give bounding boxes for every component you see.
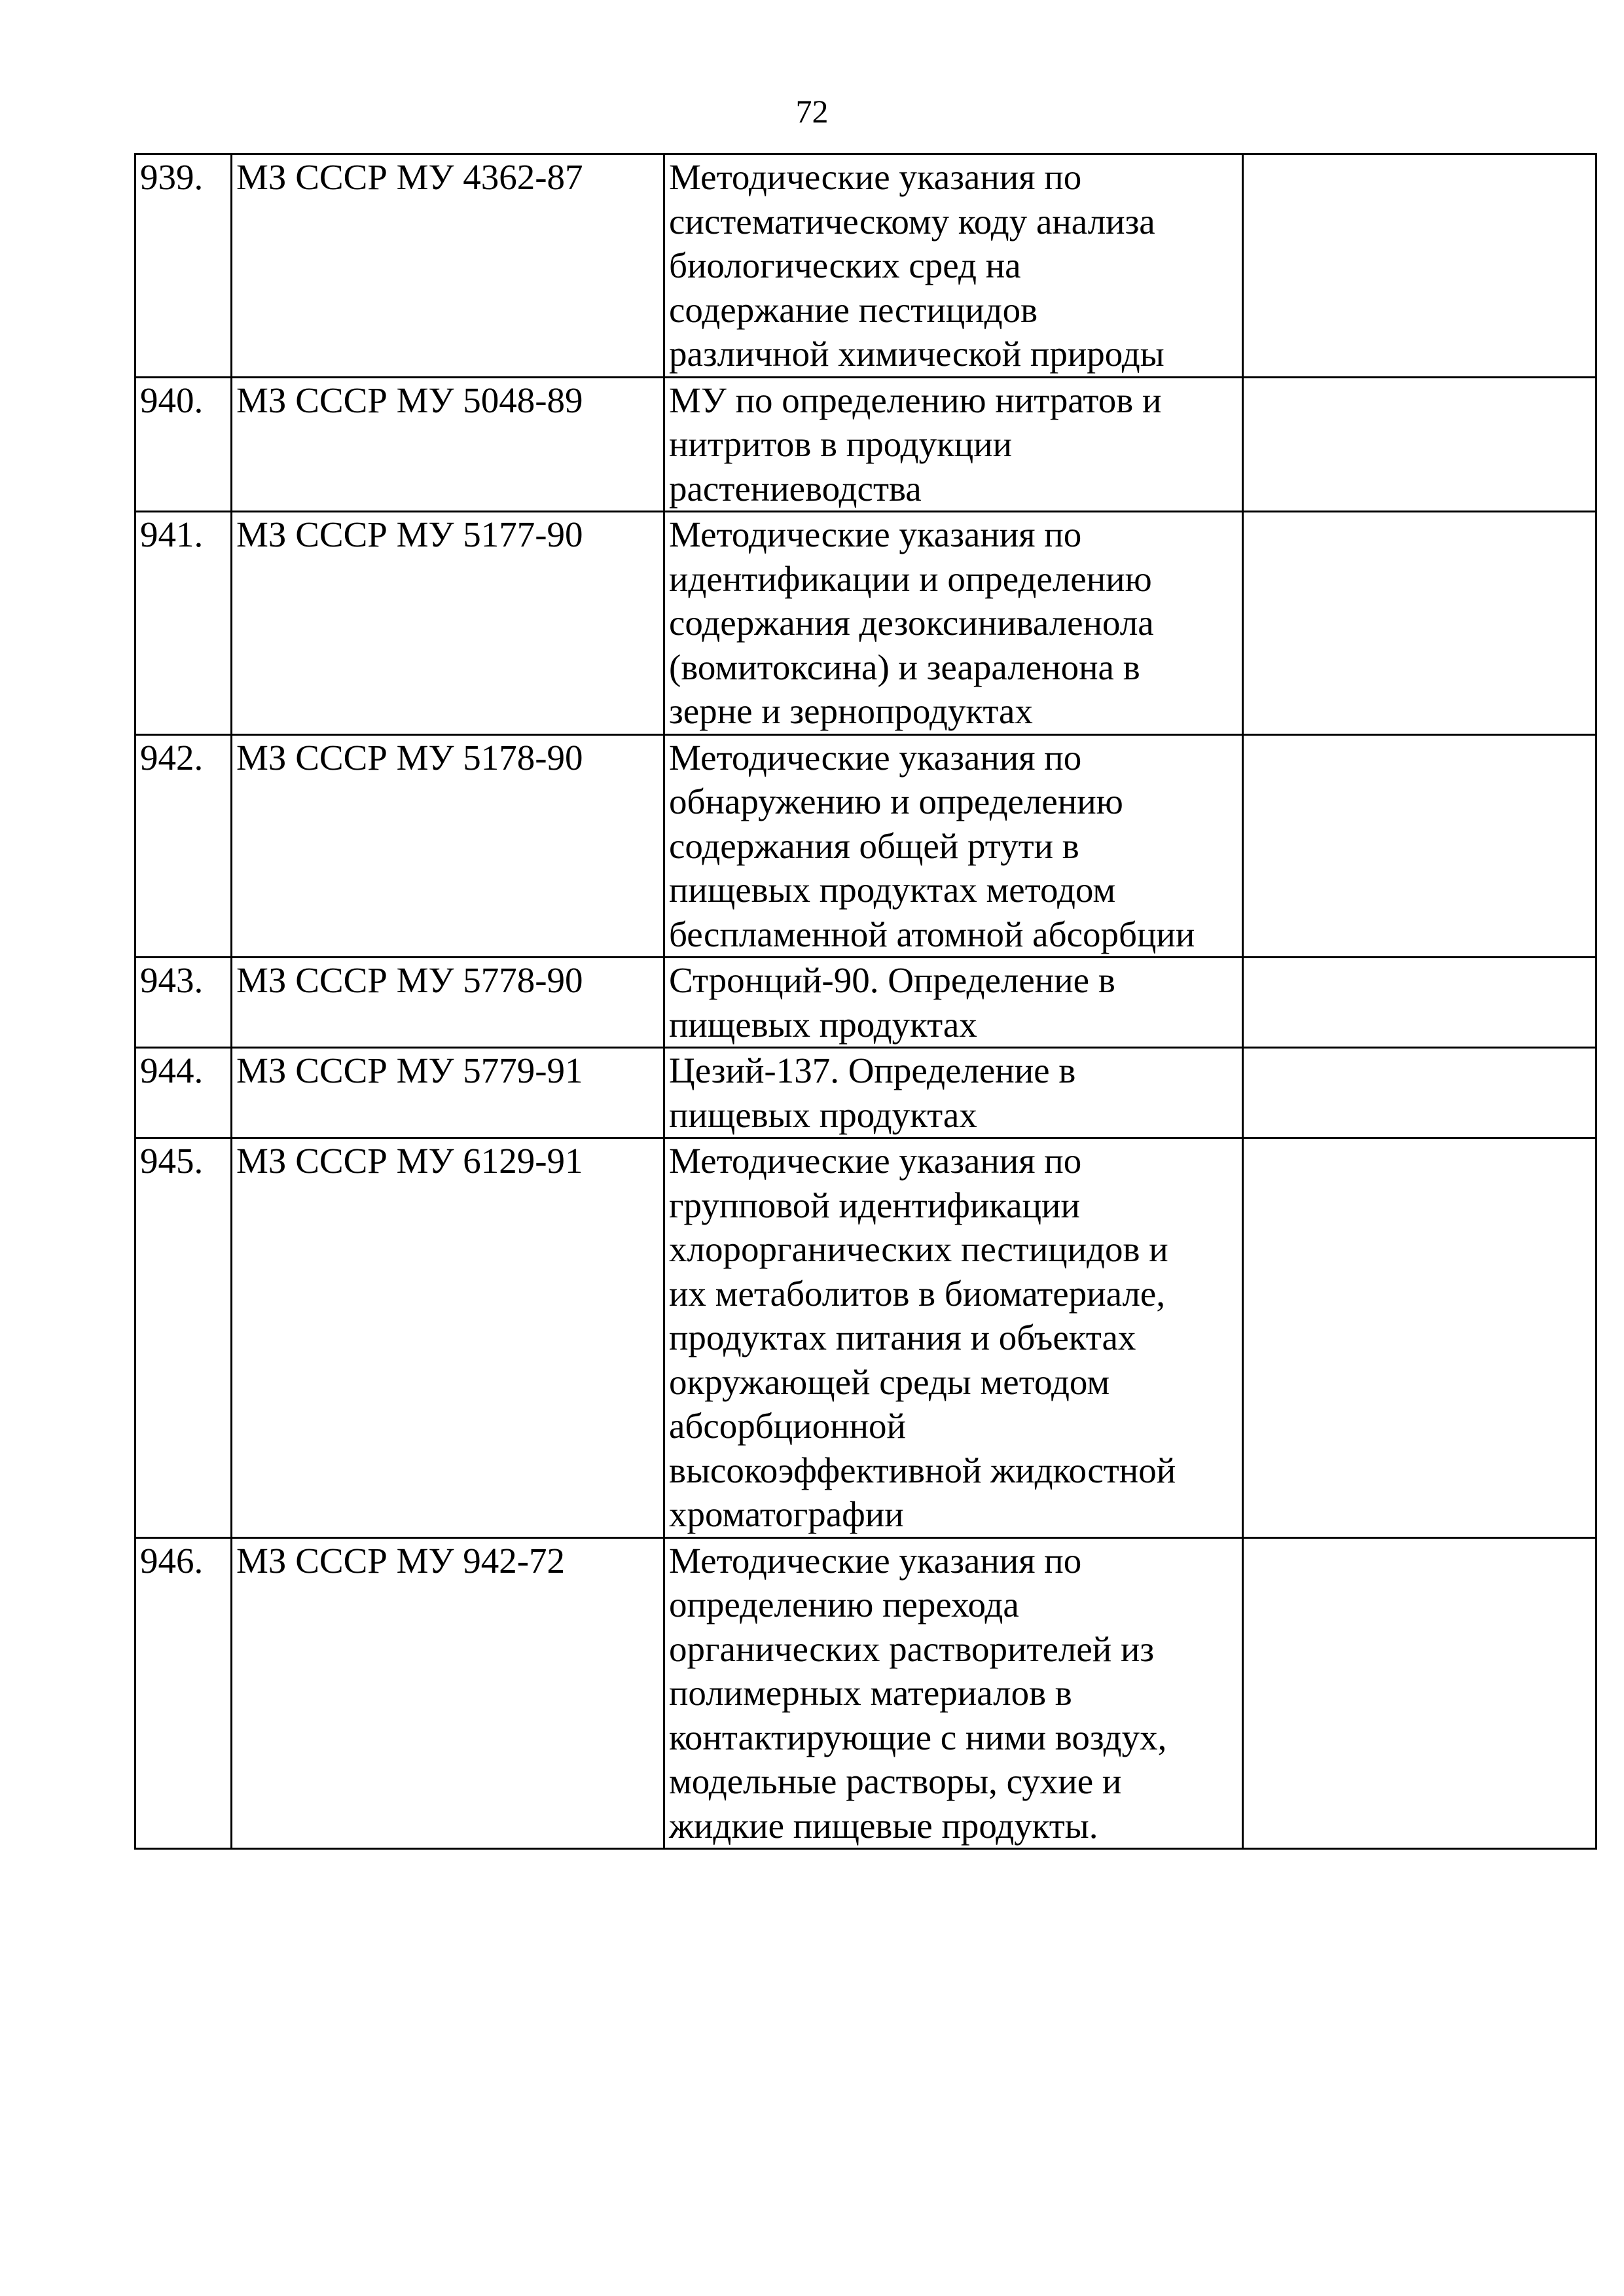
document-title-line: абсорбционной [669, 1406, 906, 1446]
document-code-cell: МЗ СССР МУ 942-72 [232, 1537, 664, 1849]
table-row [135, 154, 1597, 378]
row-number-cell: 944. [135, 1048, 232, 1138]
document-title-line: модельные растворы, сухие и [669, 1761, 1122, 1801]
document-title-line: групповой идентификации [669, 1185, 1080, 1225]
document-code-cell: МЗ СССР МУ 5177-90 [232, 512, 664, 735]
registry-table-body [135, 154, 1597, 1849]
table-row [135, 1048, 1597, 1138]
document-title-cell [664, 512, 1243, 735]
document-title-line: хроматографии [669, 1494, 904, 1534]
document-title-line: высокоэффективной жидкостной [669, 1450, 1176, 1490]
document-title-line: хлорорганических пестицидов и [669, 1229, 1168, 1269]
document-code-cell: МЗ СССР МУ 5048-89 [232, 377, 664, 512]
note-cell [1243, 377, 1597, 512]
document-title-line: полимерных материалов в [669, 1673, 1072, 1713]
row-number-cell: 939. [135, 154, 232, 378]
document-title-line: биологических сред на [669, 245, 1021, 285]
table-row [135, 958, 1597, 1048]
document-title-line: их метаболитов в биоматериале, [669, 1273, 1166, 1314]
document-title-line: МУ по определению нитратов и [669, 380, 1162, 420]
document-title-cell [664, 154, 1243, 378]
note-cell [1243, 1138, 1597, 1538]
document-registry-table [134, 153, 1597, 1850]
document-title-line: органических растворителей из [669, 1628, 1155, 1669]
note-cell [1243, 1537, 1597, 1849]
document-title-line: нитритов в продукции [669, 424, 1013, 464]
document-title-line: Методические указания по [669, 514, 1082, 554]
row-number-cell: 941. [135, 512, 232, 735]
document-title-line: пищевых продуктах [669, 1094, 977, 1135]
document-title-line: растениеводства [669, 468, 922, 509]
document-title-line: Методические указания по [669, 157, 1082, 197]
document-code-cell: МЗ СССР МУ 5778-90 [232, 958, 664, 1048]
table-row [135, 734, 1597, 958]
document-title-line: определению перехода [669, 1585, 1019, 1624]
document-title-line: контактирующие с ними воздух, [669, 1717, 1167, 1757]
document-title-line: обнаружению и определению [669, 781, 1123, 821]
table-row [135, 1537, 1597, 1849]
document-title-line: различной химической природы [669, 334, 1164, 374]
document-code-cell: МЗ СССР МУ 5779-91 [232, 1048, 664, 1138]
document-title-line: идентификации и определению [669, 558, 1152, 599]
document-title-line: содержания дезоксиниваленола [669, 603, 1154, 643]
document-title-line: Методические указания по [669, 1141, 1082, 1181]
table-row [135, 377, 1597, 512]
row-number-cell: 945. [135, 1138, 232, 1538]
page-number: 72 [795, 93, 829, 130]
document-title-line: Стронций-90. Определение в [669, 960, 1115, 1000]
document-title-line: Методические указания по [669, 1540, 1082, 1581]
document-title-cell [664, 958, 1243, 1048]
document-title-line: беспламенной атомной абсорбции [669, 914, 1195, 954]
document-title-line: Методические указания по [669, 737, 1082, 778]
document-code-cell: МЗ СССР МУ 6129-91 [232, 1138, 664, 1538]
document-title-line: пищевых продуктах [669, 1004, 977, 1045]
note-cell [1243, 734, 1597, 958]
row-number-cell: 940. [135, 377, 232, 512]
document-title-line: зерне и зернопродуктах [669, 691, 1033, 731]
document-title-cell [664, 1537, 1243, 1849]
note-cell [1243, 512, 1597, 735]
table-row [135, 512, 1597, 735]
document-code-cell: МЗ СССР МУ 4362-87 [232, 154, 664, 378]
document-title-line: содержания общей ртути в [669, 825, 1079, 866]
document-title-cell [664, 734, 1243, 958]
note-cell [1243, 958, 1597, 1048]
row-number-cell: 946. [135, 1537, 232, 1849]
document-title-line: продуктах питания и объектах [669, 1318, 1136, 1357]
document-title-line: жидкие пищевые продукты. [669, 1805, 1098, 1846]
document-title-line: (вомитоксина) и зеараленона в [669, 647, 1140, 687]
document-title-cell [664, 1048, 1243, 1138]
row-number-cell: 942. [135, 734, 232, 958]
row-number-cell: 943. [135, 958, 232, 1048]
table-row [135, 1138, 1597, 1538]
document-title-line: Цезий-137. Определение в [669, 1050, 1076, 1090]
document-title-line: систематическому коду анализа [669, 201, 1155, 242]
document-code-cell: МЗ СССР МУ 5178-90 [232, 734, 664, 958]
document-title-line: содержание пестицидов [669, 289, 1038, 330]
document-title-cell [664, 377, 1243, 512]
document-title-line: окружающей среды методом [669, 1361, 1110, 1402]
note-cell [1243, 154, 1597, 378]
note-cell [1243, 1048, 1597, 1138]
document-title-cell [664, 1138, 1243, 1538]
document-title-line: пищевых продуктах методом [669, 870, 1116, 910]
